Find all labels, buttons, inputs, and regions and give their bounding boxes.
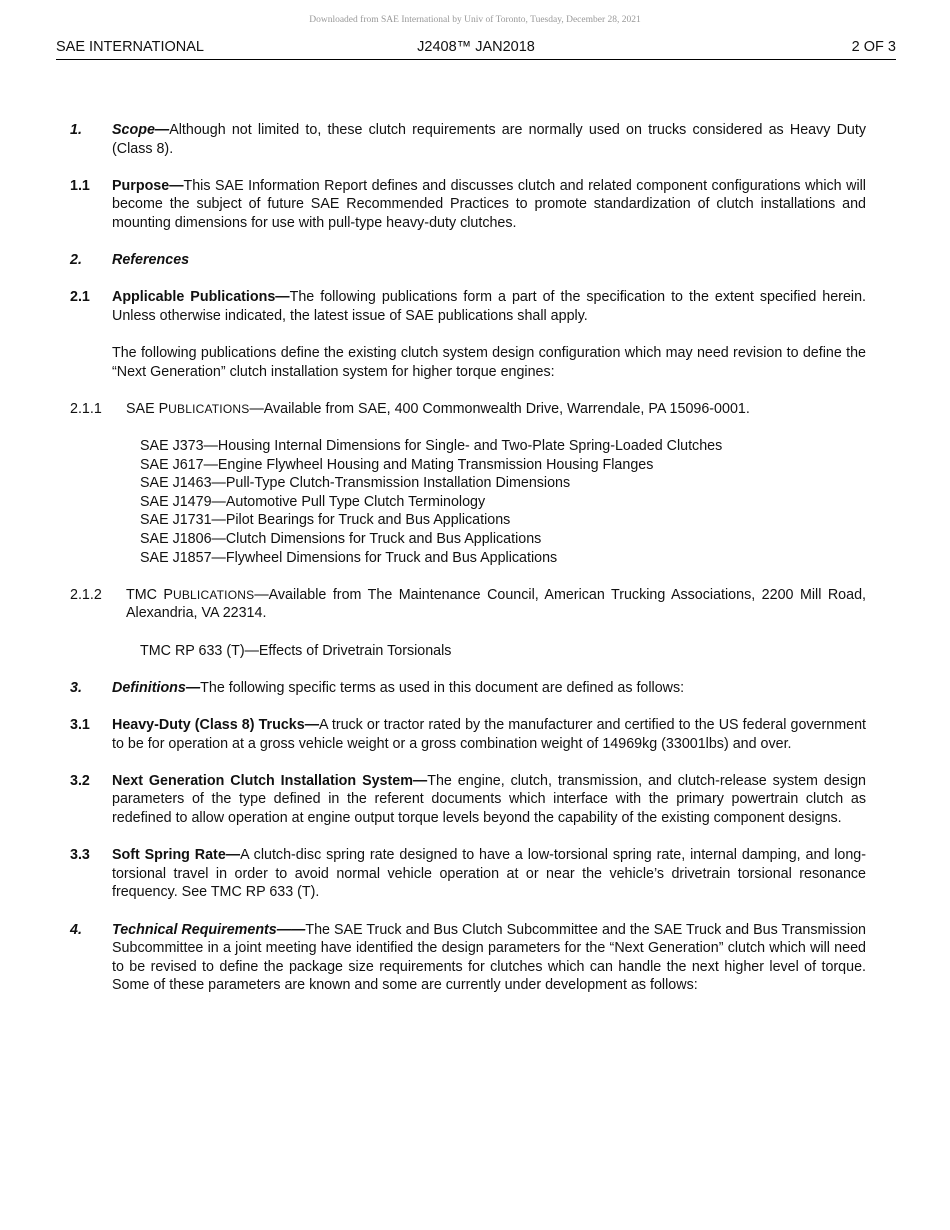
- section-title: Applicable Publications—: [112, 289, 290, 306]
- list-item: SAE J1857—Flywheel Dimensions for Truck and Bus Applications: [140, 549, 558, 566]
- section-number: 2.1: [70, 289, 90, 306]
- section-title: Soft Spring Rate—: [112, 847, 241, 864]
- list-item: SAE J1479—Automotive Pull Type Clutch Terminology: [140, 493, 486, 510]
- section-text: —Available from The Maintenance Council, American Trucking Associations, 2200 Mill Road, Alexandria, VA 22314.: [126, 586, 867, 622]
- list-item: SAE J617—Engine Flywheel Housing and Mating Transmission Housing Flanges: [140, 456, 654, 473]
- section-text: This SAE Information Report defines and discusses clutch and related component configurations which will become the subject of future SAE Recommended Practices to promote standardization of clutch installations and mounting dimensions for use with pull-type heavy-duty clutches.: [112, 177, 866, 231]
- section-title: TMC P: [126, 586, 173, 603]
- section-title: References: [112, 252, 190, 269]
- section-text: The following publications form a part of the specification to the extent specified herein. Unless otherwise indicated, the latest issue of SAE publications shall apply.: [112, 289, 866, 324]
- section-scope: [0, 121, 950, 158]
- section-heavy-duty-trucks: [0, 716, 950, 753]
- section-soft-spring-rate: [0, 846, 950, 902]
- section-title: Next Generation Clutch Installation System—: [112, 772, 428, 789]
- section-next-generation-clutch: [0, 772, 950, 828]
- section-number: 2.1.2: [70, 586, 102, 603]
- section-number: 3.: [70, 679, 82, 696]
- publications-intro-paragraph: [0, 344, 950, 381]
- section-definitions: [0, 679, 950, 698]
- page-header: [56, 38, 896, 60]
- section-text: A truck or tractor rated by the manufacturer and certified to the US federal government to be for operation at a gross vehicle weight or a gross combination weight of 14969kg (33001lbs) and over.: [112, 717, 866, 752]
- list-item: SAE J1806—Clutch Dimensions for Truck and Bus Applications: [140, 531, 542, 548]
- list-item: SAE J373—Housing Internal Dimensions for Single- and Two-Plate Spring-Loaded Clutches: [140, 438, 723, 455]
- section-purpose: [0, 177, 950, 233]
- section-title: Heavy-Duty (Class 8) Trucks—: [112, 717, 319, 733]
- section-title: Technical Requirements——: [112, 921, 306, 938]
- section-number: 3.1: [70, 717, 90, 733]
- section-text: The engine, clutch, transmission, and clutch-release system design parameters of the type defined in the referent documents which interface with the primary powertrain clutch as redefined to allow operation at engine output torque levels beyond the capability of the existing component designs.: [112, 772, 866, 826]
- section-text: The following specific terms as used in this document are defined as follows:: [200, 679, 685, 696]
- section-tmc-publications: [0, 586, 950, 623]
- section-number: 4.: [70, 921, 82, 938]
- document-body: [0, 121, 950, 1014]
- section-title: SAE P: [126, 400, 169, 417]
- section-number: 1.1: [70, 177, 90, 194]
- section-references: [0, 251, 950, 270]
- section-applicable-publications: [0, 288, 950, 325]
- section-number: 2.: [70, 252, 82, 269]
- section-number: 1.: [70, 122, 82, 138]
- section-text: The SAE Truck and Bus Clutch Subcommittee and the SAE Truck and Bus Transmission Subcommittee in a joint meeting have identified the design parameters for the “Next Generation” clutch which will need to be revised to define the package size requirements for clutches which can handle the next higher level of torque. Some of these parameters are known and some are currently under development as follows:: [112, 921, 866, 994]
- list-item: TMC RP 633 (T)—Effects of Drivetrain Torsionals: [140, 642, 452, 659]
- section-text: A clutch-disc spring rate designed to have a low-torsional spring rate, internal damping, and long-torsional travel in order to avoid normal vehicle operation at or near the vehicle’s drivetrain torsional resonance frequency. See TMC RP 633 (T).: [112, 847, 867, 901]
- section-text: Although not limited to, these clutch requirements are normally used on trucks considered as Heavy Duty (Class 8).: [112, 122, 866, 157]
- section-title: Definitions—: [112, 679, 201, 696]
- section-title-smallcaps: UBLICATIONS: [172, 587, 255, 602]
- section-number: 2.1.1: [70, 400, 102, 417]
- header-document-id: J2408™ JAN2018: [417, 39, 535, 55]
- section-title-smallcaps: UBLICATIONS: [168, 401, 250, 416]
- header-organization: SAE INTERNATIONAL: [56, 39, 204, 55]
- download-watermark: Downloaded from SAE International by Univ of Toronto, Tuesday, December 28, 2021: [309, 15, 641, 25]
- section-number: 3.2: [70, 772, 90, 789]
- section-text: —Available from SAE, 400 Commonwealth Drive, Warrendale, PA 15096-0001.: [249, 400, 750, 417]
- section-title: Purpose—: [112, 177, 184, 194]
- section-title: Scope—: [112, 122, 170, 138]
- section-technical-requirements: [0, 921, 950, 995]
- tmc-publications-list: [140, 642, 950, 661]
- list-item: SAE J1731—Pilot Bearings for Truck and Bus Applications: [140, 512, 511, 529]
- sae-publications-list: [140, 437, 950, 567]
- list-item: SAE J1463—Pull-Type Clutch-Transmission Installation Dimensions: [140, 475, 571, 492]
- section-sae-publications: [0, 400, 950, 419]
- section-number: 3.3: [70, 847, 90, 864]
- header-page-number: 2 OF 3: [851, 39, 896, 55]
- section-text: The following publications define the existing clutch system design configuration which may need revision to define the “Next Generation” clutch installation system for higher torque engines:: [112, 345, 866, 380]
